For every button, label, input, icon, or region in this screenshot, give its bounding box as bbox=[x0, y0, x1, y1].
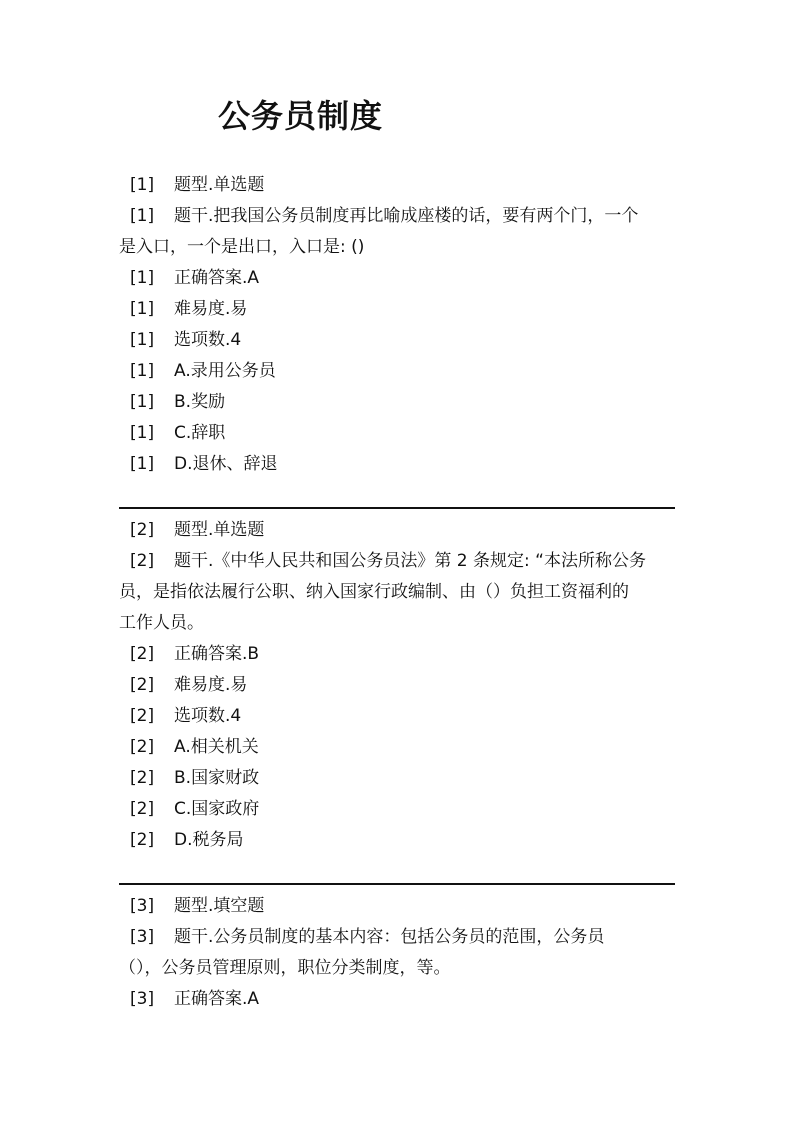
question-stem bbox=[119, 201, 675, 232]
option-d bbox=[119, 825, 675, 856]
question-stem-continued: 是入口，一个是出口，入口是: () bbox=[119, 237, 365, 257]
option-c-text: C.国家政府 bbox=[174, 799, 260, 819]
question-index: [1] bbox=[130, 423, 155, 443]
option-b bbox=[119, 763, 675, 794]
question-stem-continued: 工作人员。 bbox=[119, 613, 204, 633]
question-index: [2] bbox=[130, 799, 155, 819]
question-type bbox=[119, 515, 675, 546]
question-index: [2] bbox=[130, 830, 155, 850]
option-count-text: 选项数.4 bbox=[174, 330, 242, 350]
correct-answer-text: 正确答案.B bbox=[174, 644, 260, 664]
question-index: [3] bbox=[130, 989, 155, 1009]
question-index: [2] bbox=[130, 706, 155, 726]
option-count bbox=[119, 701, 675, 732]
difficulty-text: 难易度.易 bbox=[174, 675, 248, 695]
difficulty bbox=[119, 670, 675, 701]
question-index: [3] bbox=[130, 896, 155, 916]
option-c-text: C.辞职 bbox=[174, 423, 226, 443]
question-index: [1] bbox=[130, 175, 155, 195]
question-stem-text: 题干.公务员制度的基本内容：包括公务员的范围，公务员 bbox=[174, 927, 605, 947]
difficulty-text: 难易度.易 bbox=[174, 299, 248, 319]
option-c bbox=[119, 794, 675, 825]
option-a-text: A.相关机关 bbox=[174, 737, 259, 757]
question-stem bbox=[119, 546, 675, 577]
question-index: [2] bbox=[130, 768, 155, 788]
question-index: [1] bbox=[130, 299, 155, 319]
question-3 bbox=[119, 891, 675, 1015]
question-stem bbox=[119, 922, 675, 953]
question-index: [1] bbox=[130, 206, 155, 226]
question-index: [1] bbox=[130, 392, 155, 412]
correct-answer bbox=[119, 984, 675, 1015]
question-2 bbox=[119, 515, 675, 856]
option-d-text: D.税务局 bbox=[174, 830, 244, 850]
question-index: [1] bbox=[130, 268, 155, 288]
question-index: [3] bbox=[130, 927, 155, 947]
question-index: [1] bbox=[130, 361, 155, 381]
option-b-text: B.国家财政 bbox=[174, 768, 260, 788]
question-index: [2] bbox=[130, 520, 155, 540]
question-type-text: 题型.单选题 bbox=[174, 520, 265, 540]
option-d-text: D.退休、辞退 bbox=[174, 454, 278, 474]
correct-answer bbox=[119, 639, 675, 670]
difficulty bbox=[119, 294, 675, 325]
option-count bbox=[119, 325, 675, 356]
page-title: 公务员制度 bbox=[218, 97, 384, 135]
option-b bbox=[119, 387, 675, 418]
question-stem-text: 题干.《中华人民共和国公务员法》第 2 条规定: “本法所称公务 bbox=[174, 551, 646, 571]
question-type bbox=[119, 170, 675, 201]
option-a bbox=[119, 356, 675, 387]
question-index: [2] bbox=[130, 675, 155, 695]
question-list bbox=[119, 170, 675, 1015]
question-index: [1] bbox=[130, 454, 155, 474]
question-index: [2] bbox=[130, 737, 155, 757]
question-stem-continued: 员，是指依法履行公职、纳入国家行政编制、由（）负担工资福利的 bbox=[119, 582, 629, 602]
divider bbox=[119, 883, 675, 885]
correct-answer bbox=[119, 263, 675, 294]
question-1 bbox=[119, 170, 675, 480]
question-index: [2] bbox=[130, 644, 155, 664]
option-d bbox=[119, 449, 675, 480]
option-c bbox=[119, 418, 675, 449]
question-index: [1] bbox=[130, 330, 155, 350]
question-type-text: 题型.单选题 bbox=[174, 175, 265, 195]
question-type-text: 题型.填空题 bbox=[174, 896, 265, 916]
correct-answer-text: 正确答案.A bbox=[174, 989, 260, 1009]
correct-answer-text: 正确答案.A bbox=[174, 268, 260, 288]
option-a bbox=[119, 732, 675, 763]
question-stem-continued: （），公务员管理原则，职位分类制度，等。 bbox=[119, 958, 451, 978]
question-index: [2] bbox=[130, 551, 155, 571]
option-b-text: B.奖励 bbox=[174, 392, 226, 412]
question-type bbox=[119, 891, 675, 922]
question-stem-text: 题干.把我国公务员制度再比喻成座楼的话，要有两个门，一个 bbox=[174, 206, 639, 226]
divider bbox=[119, 507, 675, 509]
option-a-text: A.录用公务员 bbox=[174, 361, 276, 381]
option-count-text: 选项数.4 bbox=[174, 706, 242, 726]
